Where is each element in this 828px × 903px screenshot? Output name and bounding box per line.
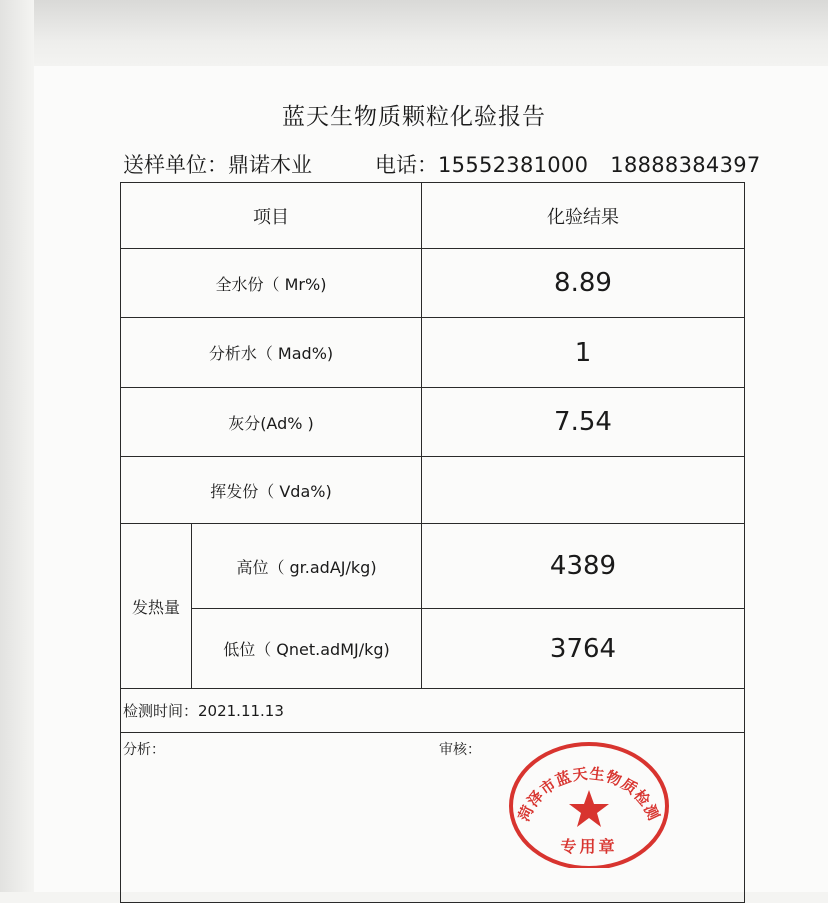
row-value-heat-high: 4389 [422, 524, 745, 609]
row-value-total-moisture: 8.89 [422, 249, 745, 318]
table-header-row [121, 183, 745, 249]
seal-arc-text: 菏泽市蓝天生物质检测 [514, 764, 664, 824]
scan-shadow-top [0, 0, 828, 70]
official-seal [506, 738, 672, 868]
row-label-analysis-moisture: 分析水（ Mad%) [121, 318, 422, 388]
row-value-heat-low: 3764 [422, 609, 745, 689]
phone-number-2: 18888384397 [610, 153, 761, 177]
review-label: 审核： [439, 742, 481, 758]
row-label-heat-high: 高位（ gr.adAJ/kg) [192, 524, 422, 609]
sender-label: 送样单位： [123, 153, 228, 177]
phone-line [375, 149, 761, 179]
analysis-label: 分析： [123, 742, 165, 758]
table-row [121, 457, 745, 524]
row-label-total-moisture: 全水份（ Mr%) [121, 249, 422, 318]
table-row [121, 689, 745, 733]
table-row [121, 388, 745, 457]
scan-shadow-left [0, 0, 34, 892]
table-row [121, 609, 745, 689]
row-label-heat-low: 低位（ Qnet.adMJ/kg) [192, 609, 422, 689]
table-row [121, 318, 745, 388]
header-result: 化验结果 [422, 183, 745, 249]
phone-label: 电话： [375, 153, 438, 177]
sender-line [123, 149, 312, 179]
row-value-ash: 7.54 [422, 388, 745, 457]
table-row [121, 249, 745, 318]
header-item: 项目 [121, 183, 422, 249]
table-row [121, 524, 745, 609]
seal-subtext: 专用章 [560, 837, 618, 856]
row-value-analysis-moisture: 1 [422, 318, 745, 388]
row-label-volatile: 挥发份（ Vda%) [121, 457, 422, 524]
phone-number-1: 15552381000 [438, 153, 589, 177]
sender-value: 鼎诺木业 [228, 153, 312, 177]
test-time: 检测时间：2021.11.13 [121, 689, 745, 733]
heat-group-label: 发热量 [121, 524, 192, 689]
row-label-ash: 灰分(Ad% ) [121, 388, 422, 457]
row-value-volatile [422, 457, 745, 524]
seal-star-icon [569, 790, 609, 827]
report-title: 蓝天生物质颗粒化验报告 [282, 104, 546, 130]
